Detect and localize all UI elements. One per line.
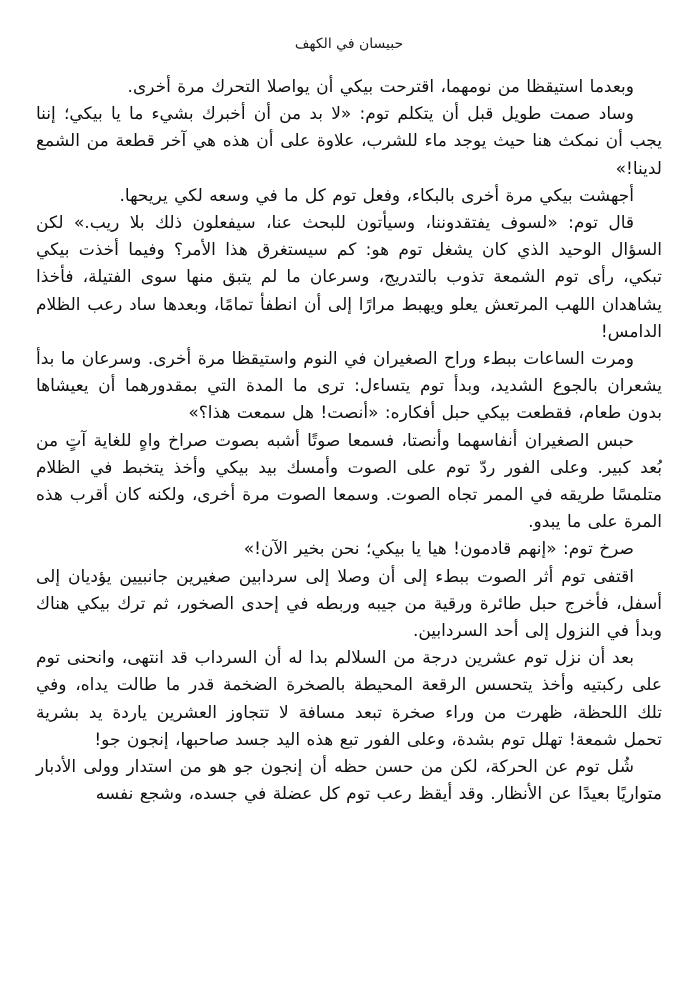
paragraph: وبعدما استيقظا من نومهما، اقترحت بيكي أن يواصلا التحرك مرة أخرى.	[127, 77, 634, 97]
paragraph: ومرت الساعات ببطء وراح الصغيران في النوم واستيقظا مرة أخرى. وسرعان ما بدأ يشعران بالجوع الشديد، وبدأ توم يتساءل: ترى ما المدة التي بمقدورهما أن يعيشاها بدون طعام، فقطعت بيكي حبل أفكاره: «أنصت! هل سمعت هذا؟»	[36, 349, 662, 424]
paragraph: وساد صمت طويل قبل أن يتكلم توم: «لا بد من أن أخبرك بشيء ما يا بيكي؛ إننا يجب أن نمكث هنا حيث يوجد ماء للشرب، علاوة على أن هذه هي آخر قطعة من الشمع لدينا!»	[36, 104, 662, 179]
running-title: حبيسان في الكهف	[294, 36, 404, 52]
paragraph: أجهشت بيكي مرة أخرى بالبكاء، وفعل توم كل ما في وسعه لكي يريحها.	[119, 185, 634, 206]
paragraph: بعد أن نزل توم عشرين درجة من السلالم بدا له أن السرداب قد انتهى، وانحنى توم على ركبتيه وأخذ يتحسس الرقعة المحيطة بالصخرة الضخمة قدر ما طالت يداه، وفي تلك اللحظة، ظهرت من وراء صخرة تبعد مسافة لا تتجاوز العشرين ياردة يد بشرية تحمل شمعة! تهلل توم بشدة، وعلى الفور تبع هذه اليد جسد صاحبها، إنجون جو!	[36, 648, 662, 750]
paragraph: قال توم: «لسوف يفتقدوننا، وسيأتون للبحث عنا، سيفعلون ذلك بلا ريب.» لكن السؤال الوحيد الذي كان يشغل توم هو: كم سيستغرق هذا الأمر؟ وفيما أخذت بيكي تبكي، رأى توم الشمعة تذوب بالتدريج، وسرعان ما لم يتبق منها سوى الفتيلة، فأخذا يشاهدان اللهب المرتعش يعلو ويهبط مرارًا إلى أن انطفأ تمامًا، وبعدها ساد رعب الظلام الدامس!	[36, 213, 662, 342]
paragraph: صرخ توم: «إنهم قادمون! هيا يا بيكي؛ نحن بخير الآن!»	[243, 539, 634, 560]
paragraph: حبس الصغيران أنفاسهما وأنصتا، فسمعا صوتًا أشبه بصوت صراخ واهٍ للغاية آتٍ من بُعد كبير. وعلى الفور ردّ توم على الصوت وأمسك بيد بيكي وأخذ يتخبط في الظلام متلمسًا طريقه في الممر تجاه الصوت. وسمعا الصوت مرة أخرى، ولكنه كان أقرب هذه المرة على ما يبدو.	[36, 430, 662, 533]
paragraph: اقتفى توم أثر الصوت ببطء إلى أن وصلا إلى سردابين صغيرين جانبيين يؤديان إلى أسفل، فأخرج حبل طائرة ورقية من جيبه وربطه في إحدى الصخور، ثم ترك بيكي هناك وبدأ في النزول إلى أحد السردابين.	[36, 566, 662, 642]
body-text	[36, 74, 662, 808]
paragraph: شُل توم عن الحركة، لكن من حسن حظه أن إنجون جو هو من استدار وولى الأدبار متواريًا بعيدًا عن الأنظار. وقد أيقظ رعب توم كل عضلة في جسده، وشجع نفسه	[36, 757, 662, 805]
